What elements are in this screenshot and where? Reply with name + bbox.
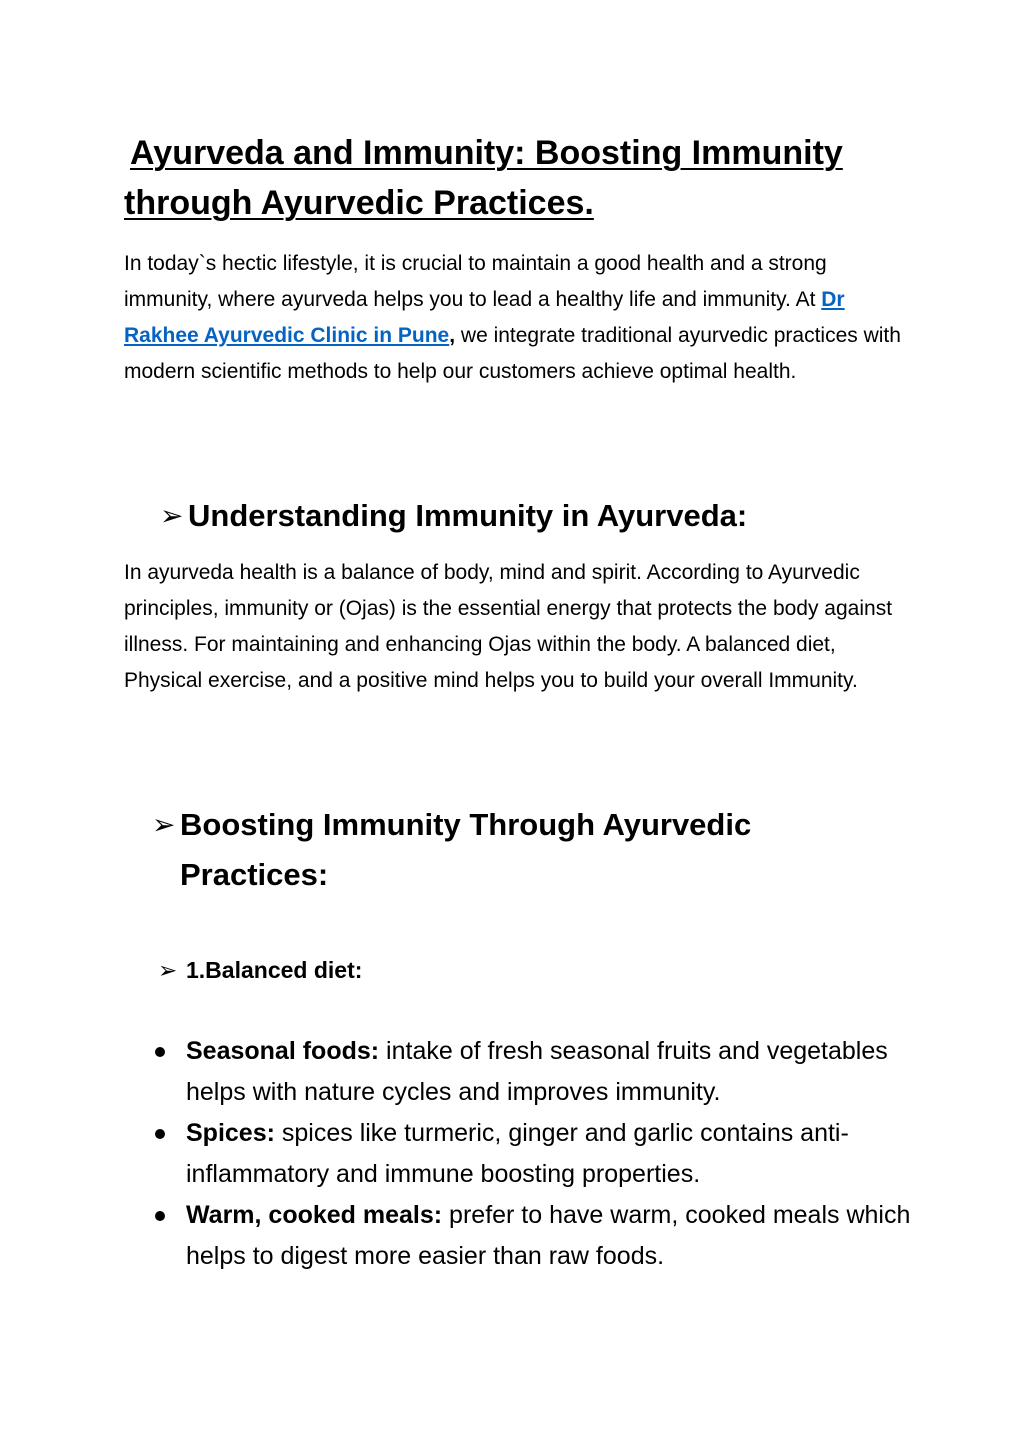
page-title-line-2: through Ayurvedic Practices. [124, 184, 594, 222]
boosting-heading-line-2: Practices: [180, 857, 329, 892]
boosting-heading [152, 800, 852, 900]
understanding-paragraph: In ayurveda health is a balance of body, mind and spirit. According to Ayurvedic principles, immunity or (Ojas) is the essential energy that protects the body against illness. For maintaining and enhancing Ojas within the body. A balanced diet, Physical exercise, and a positive mind helps you to build your overall Immunity. [124, 561, 893, 692]
arrow-bullet-icon: ➢ [152, 809, 176, 840]
boosting-heading-text [180, 800, 751, 900]
list-item-label: Spices: [186, 1119, 275, 1147]
boosting-heading-line-1: Boosting Immunity Through Ayurvedic [180, 807, 752, 842]
list-item-label: Warm, cooked meals: [186, 1201, 443, 1229]
intro-text-start: In today`s hectic lifestyle, it is crucial to maintain a good health and a strong immunity, where ayurveda helps you to lead a healthy life and immunity. At [124, 252, 827, 311]
page-title-line-1: Ayurveda and Immunity: Boosting Immunity [130, 134, 843, 172]
bullet-dot-icon [155, 1047, 165, 1057]
diet-list [155, 1031, 915, 1277]
intro-paragraph [124, 246, 904, 390]
arrow-bullet-icon: ➢ [160, 500, 184, 531]
intro-text-end: we integrate traditional ayurvedic practices with modern scientific methods to help our customers achieve optimal health. [124, 324, 901, 383]
list-item [155, 1113, 915, 1195]
list-item-label: Seasonal foods: [186, 1037, 380, 1065]
bullet-dot-icon [155, 1211, 165, 1221]
balanced-diet-heading-text: 1.Balanced diet: [186, 957, 363, 983]
list-item-text: prefer to have warm, cooked meals which helps to digest more easier than raw foods. [186, 1201, 911, 1270]
bullet-dot-icon [155, 1129, 165, 1139]
clinic-link[interactable]: Dr Rakhee Ayurvedic Clinic in Pune [124, 288, 845, 347]
page-title [124, 128, 904, 228]
list-item-text: spices like turmeric, ginger and garlic contains anti-inflammatory and immune boosting properties. [186, 1119, 849, 1188]
understanding-heading-text: Understanding Immunity in Ayurveda: [188, 498, 748, 533]
list-item [155, 1195, 915, 1277]
arrow-bullet-icon: ➢ [158, 957, 178, 983]
list-item-text: intake of fresh seasonal fruits and vegetables helps with nature cycles and improves immunity. [186, 1037, 888, 1106]
list-item [155, 1031, 915, 1113]
understanding-heading [160, 491, 920, 541]
balanced-diet-heading [158, 950, 362, 990]
intro-link-comma: , [449, 324, 456, 347]
